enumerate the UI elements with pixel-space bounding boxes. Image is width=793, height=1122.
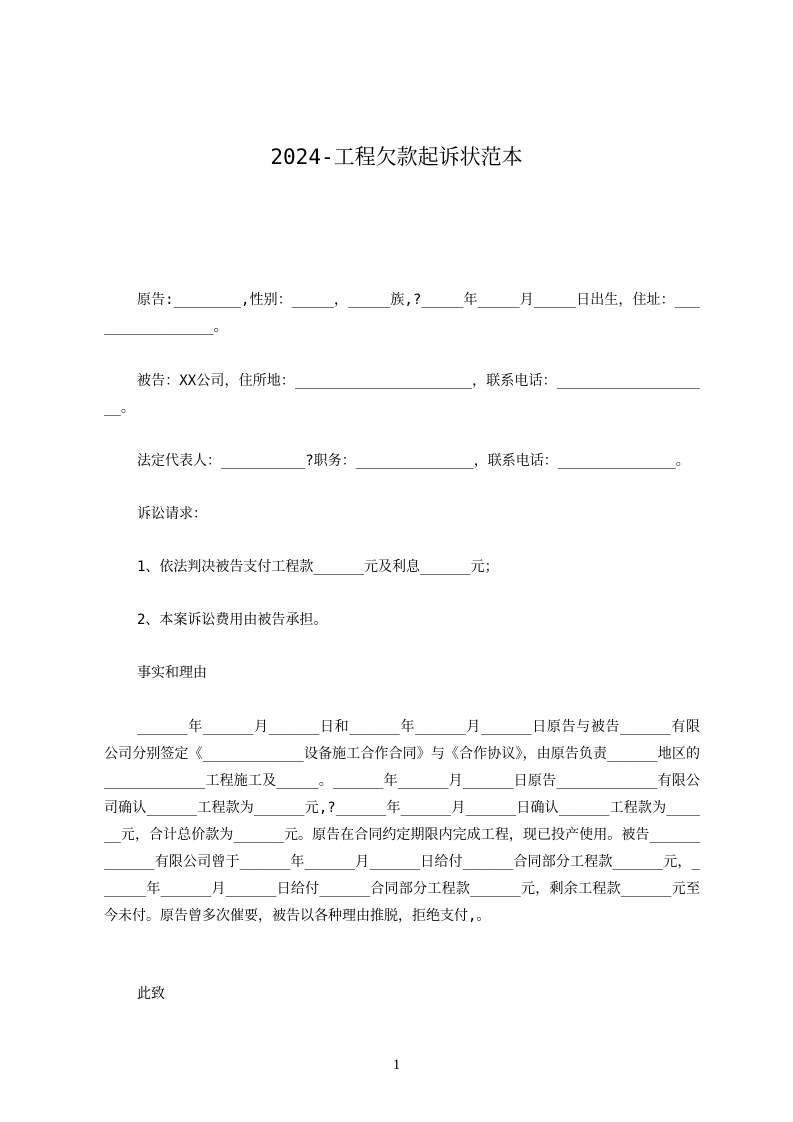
claim-item-1: 1、依法判决被告支付工程款______元及利息______元； <box>137 559 499 575</box>
plaintiff-paragraph: 原告:________,性别：_____，_____族,?_____年_____月_____日出生，住址：________________。 <box>104 292 700 335</box>
facts-heading: 事实和理由 <box>137 665 207 681</box>
closing-salutation: 此致 <box>137 986 165 1002</box>
legal-representative-paragraph: 法定代表人：__________?职务：______________，联系电话：______________。 <box>137 453 690 469</box>
facts-body-paragraph: ______年______月______日和______年______月______日原告与被告______有限公司分别签定《____________设备施工合作合同》与《合作协议》，由原告负责______地区的____________工程施工及_____。______年______月______日原告____________有限公司确认______工程款为______元,?______年______月______日确认______工程款为______元，合计总价款为______元。原告在合同约定期限内完成工程，现已投产使用。被告____________有限公司曾于______年______月______日给付______合同部分工程款______元，______年______月______日给付______合同部分工程款______元，剩余工程款______元至今未付。原告曾多次催要，被告以各种理由推脱，拒绝支付,。 <box>104 719 700 924</box>
document-title: 2024-工程欠款起诉状范本 <box>270 145 523 169</box>
claim-item-2: 2、本案诉讼费用由被告承担。 <box>137 612 328 628</box>
defendant-paragraph: 被告：XX公司，住所地：_____________________，联系电话：___________________。 <box>104 373 700 416</box>
claims-heading: 诉讼请求： <box>137 506 207 522</box>
page-number: 1 <box>392 1057 401 1073</box>
